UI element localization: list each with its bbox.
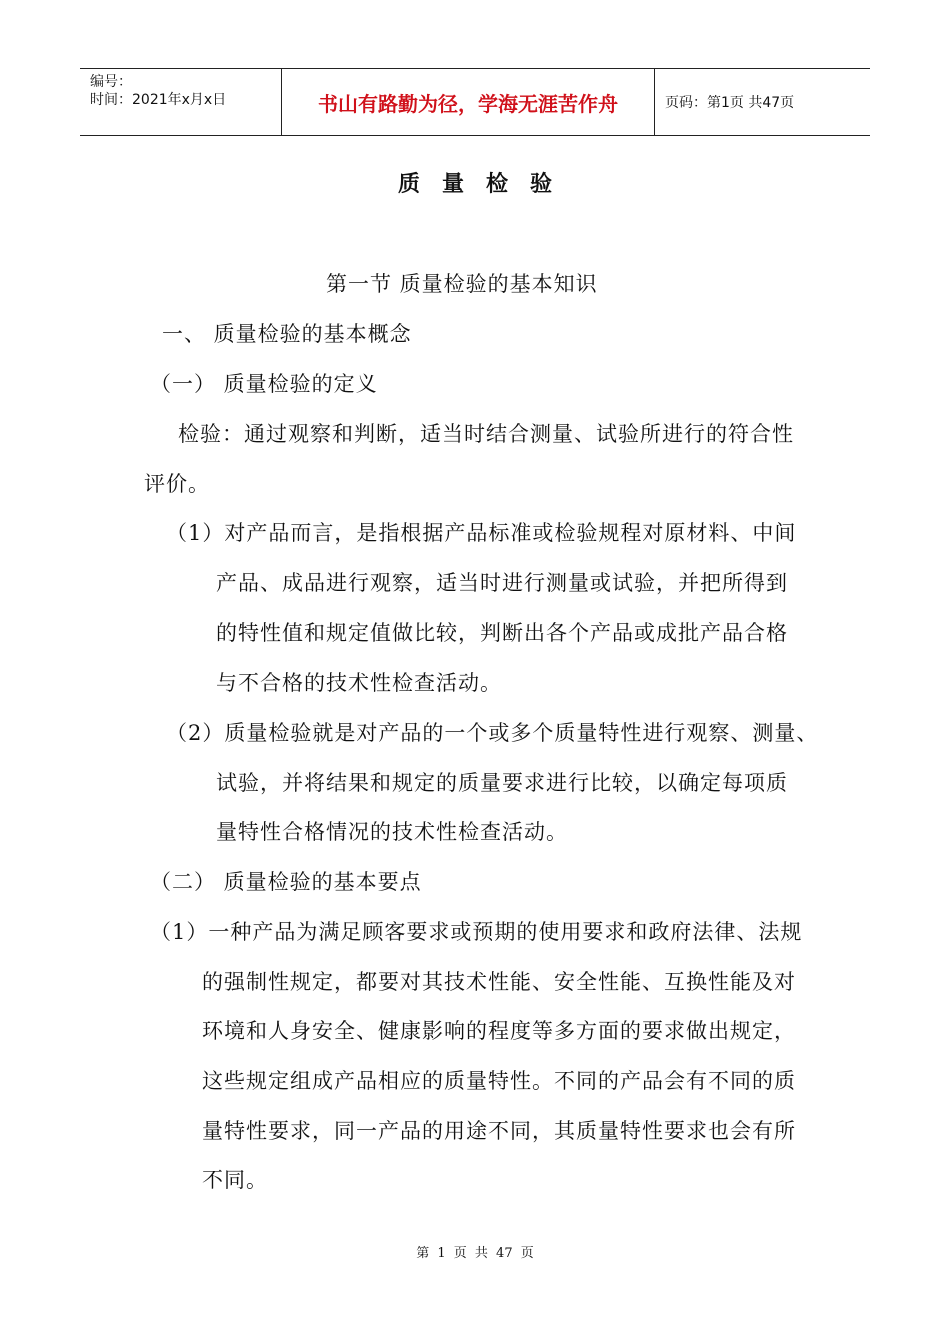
- item-2-line: （2）质量检验就是对产品的一个或多个质量特性进行观察、测量、: [166, 721, 819, 745]
- item-1-line: （1）对产品而言，是指根据产品标准或检验规程对原材料、中间: [166, 521, 797, 545]
- page-info: 页码：第1页 共47页: [665, 95, 795, 111]
- item-2-line: 试验，并将结果和规定的质量要求进行比较，以确定每项质: [216, 771, 788, 795]
- document-header: [80, 68, 870, 136]
- point-1-line: 环境和人身安全、健康影响的程度等多方面的要求做出规定，: [202, 1019, 796, 1043]
- item-2-line: 量特性合格情况的技术性检查活动。: [216, 820, 568, 844]
- definition-line: 检验：通过观察和判断，适当时结合测量、试验所进行的符合性: [178, 422, 794, 446]
- motto-text: 书山有路勤为径，学海无涯苦作舟: [318, 92, 618, 116]
- page-footer: 第 1 页 共 47 页: [416, 1246, 534, 1261]
- header-left-cell: [80, 69, 282, 135]
- document-title: 质量检验: [397, 172, 574, 197]
- point-1-line: （1）一种产品为满足顾客要求或预期的使用要求和政府法律、法规: [150, 920, 803, 944]
- definition-line: 评价。: [144, 472, 210, 496]
- sub-heading-definition: （一） 质量检验的定义: [150, 372, 378, 396]
- part-heading: 一、 质量检验的基本概念: [162, 322, 412, 346]
- point-1-line: 这些规定组成产品相应的质量特性。不同的产品会有不同的质: [202, 1069, 796, 1093]
- point-1-line: 不同。: [202, 1168, 268, 1192]
- header-page-cell: [655, 69, 870, 135]
- number-label: 编号：: [90, 74, 132, 90]
- item-1-line: 与不合格的技术性检查活动。: [216, 671, 502, 695]
- point-1-line: 的强制性规定，都要对其技术性能、安全性能、互换性能及对: [202, 970, 796, 994]
- point-1-line: 量特性要求，同一产品的用途不同，其质量特性要求也会有所: [202, 1119, 796, 1143]
- item-1-line: 的特性值和规定值做比较，判断出各个产品或成批产品合格: [216, 621, 788, 645]
- sub-heading-key-points: （二） 质量检验的基本要点: [150, 870, 422, 894]
- time-label: 时间：2021年x月x日: [90, 92, 227, 108]
- section-heading: 第一节 质量检验的基本知识: [326, 272, 598, 296]
- item-1-line: 产品、成品进行观察，适当时进行测量或试验，并把所得到: [216, 571, 788, 595]
- header-motto-cell: [282, 69, 655, 135]
